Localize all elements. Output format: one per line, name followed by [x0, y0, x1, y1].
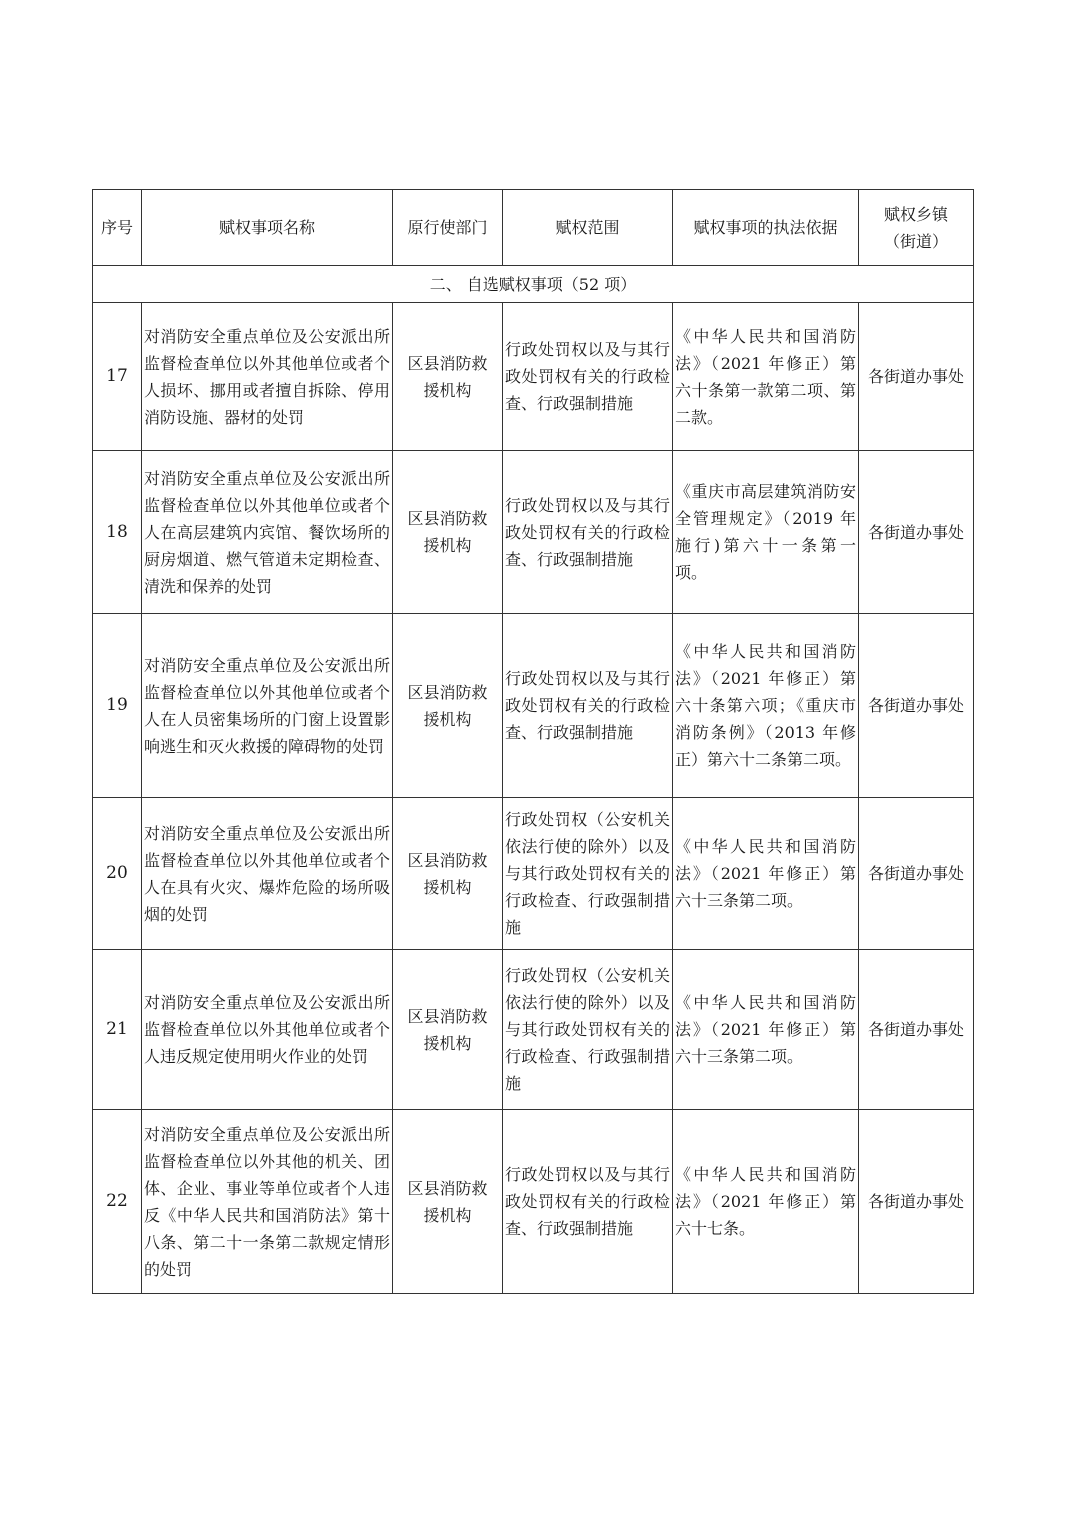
row-basis: 《中华人民共和国消防法》（2021 年修正）第六十三条第二项。: [673, 950, 859, 1110]
header-scope: 赋权范围: [503, 190, 673, 266]
row-seq: 22: [93, 1110, 142, 1294]
row-basis: 《中华人民共和国消防法》（2021 年修正）第六十七条。: [673, 1110, 859, 1294]
section-row: [93, 266, 974, 303]
row-dept: 区县消防救援机构: [393, 950, 503, 1110]
header-dept: 原行使部门: [393, 190, 503, 266]
row-dept: 区县消防救援机构: [393, 303, 503, 451]
row-basis: 《中华人民共和国消防法》（2021 年修正）第六十条第一款第二项、第二款。: [673, 303, 859, 451]
row-scope: 行政处罚权以及与其行政处罚权有关的行政检查、行政强制措施: [503, 1110, 673, 1294]
row-town: 各街道办事处: [859, 798, 974, 950]
row-town: 各街道办事处: [859, 451, 974, 614]
table-row: [93, 950, 974, 1110]
row-scope: 行政处罚权以及与其行政处罚权有关的行政检查、行政强制措施: [503, 451, 673, 614]
table-row: [93, 614, 974, 798]
table-row: [93, 451, 974, 614]
row-name: 对消防安全重点单位及公安派出所监督检查单位以外其他单位或者个人在高层建筑内宾馆、餐饮场所的厨房烟道、燃气管道未定期检查、清洗和保养的处罚: [142, 451, 393, 614]
row-seq: 17: [93, 303, 142, 451]
header-seq: 序号: [93, 190, 142, 266]
row-town: 各街道办事处: [859, 614, 974, 798]
row-basis: 《重庆市高层建筑消防安全管理规定》（2019 年施行)第六十一条第一项。: [673, 451, 859, 614]
row-name: 对消防安全重点单位及公安派出所监督检查单位以外其他单位或者个人在具有火灾、爆炸危险的场所吸烟的处罚: [142, 798, 393, 950]
table-row: [93, 303, 974, 451]
row-scope: 行政处罚权（公安机关依法行使的除外）以及与其行政处罚权有关的行政检查、行政强制措施: [503, 798, 673, 950]
row-town: 各街道办事处: [859, 303, 974, 451]
header-basis: 赋权事项的执法依据: [673, 190, 859, 266]
row-town: 各街道办事处: [859, 1110, 974, 1294]
section-title: 二、 自选赋权事项（52 项）: [93, 266, 974, 303]
row-scope: 行政处罚权（公安机关依法行使的除外）以及与其行政处罚权有关的行政检查、行政强制措施: [503, 950, 673, 1110]
row-seq: 18: [93, 451, 142, 614]
header-row: [93, 190, 974, 266]
row-dept: 区县消防救援机构: [393, 1110, 503, 1294]
row-name: 对消防安全重点单位及公安派出所监督检查单位以外其他单位或者个人损坏、挪用或者擅自拆除、停用消防设施、器材的处罚: [142, 303, 393, 451]
row-scope: 行政处罚权以及与其行政处罚权有关的行政检查、行政强制措施: [503, 303, 673, 451]
row-name: 对消防安全重点单位及公安派出所监督检查单位以外其他单位或者个人违反规定使用明火作业的处罚: [142, 950, 393, 1110]
row-dept: 区县消防救援机构: [393, 451, 503, 614]
row-name: 对消防安全重点单位及公安派出所监督检查单位以外其他的机关、团体、企业、事业等单位或者个人违反《中华人民共和国消防法》第十八条、第二十一条第二款规定情形的处罚: [142, 1110, 393, 1294]
row-dept: 区县消防救援机构: [393, 614, 503, 798]
row-town: 各街道办事处: [859, 950, 974, 1110]
row-scope: 行政处罚权以及与其行政处罚权有关的行政检查、行政强制措施: [503, 614, 673, 798]
row-seq: 20: [93, 798, 142, 950]
table-row: [93, 1110, 974, 1294]
empowerment-table: [92, 189, 974, 1294]
header-name: 赋权事项名称: [142, 190, 393, 266]
row-basis: 《中华人民共和国消防法》（2021 年修正）第六十条第六项；《重庆市消防条例》（2013 年修正）第六十二条第二项。: [673, 614, 859, 798]
row-name: 对消防安全重点单位及公安派出所监督检查单位以外其他单位或者个人在人员密集场所的门窗上设置影响逃生和灭火救援的障碍物的处罚: [142, 614, 393, 798]
table-row: [93, 798, 974, 950]
row-dept: 区县消防救援机构: [393, 798, 503, 950]
header-town: 赋权乡镇（街道）: [859, 190, 974, 266]
row-seq: 21: [93, 950, 142, 1110]
row-seq: 19: [93, 614, 142, 798]
row-basis: 《中华人民共和国消防法》（2021 年修正）第六十三条第二项。: [673, 798, 859, 950]
